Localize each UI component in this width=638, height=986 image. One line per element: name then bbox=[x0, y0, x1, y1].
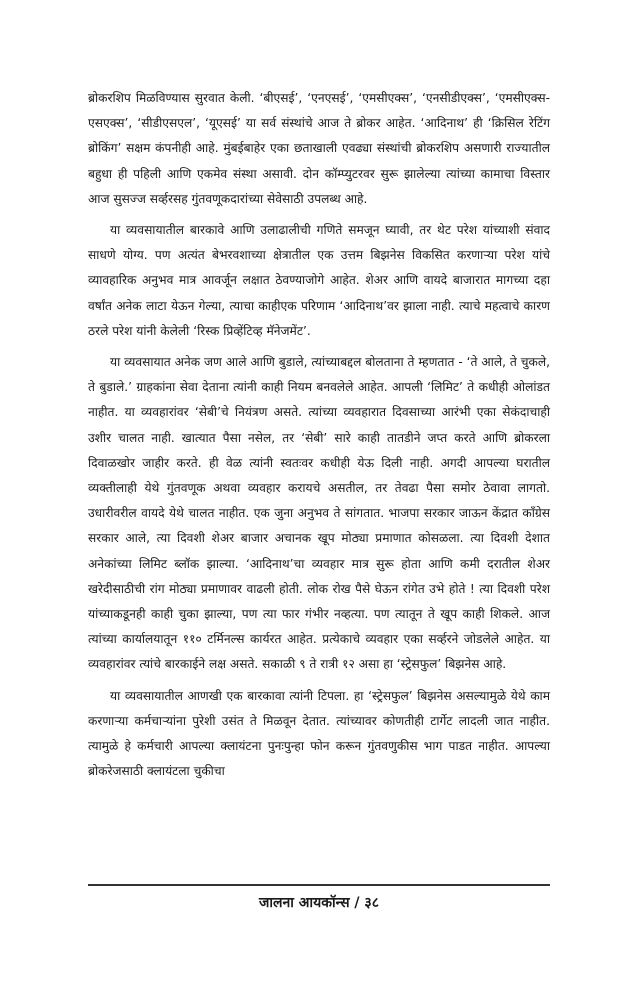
page-body bbox=[88, 86, 550, 790]
page-footer: जालना आयकॉन्स / ३८ bbox=[259, 895, 379, 911]
footer-divider bbox=[88, 884, 550, 886]
paragraph-3: या व्यवसायात अनेक जण आले आणि बुडाले, त्यांच्याबद्दल बोलताना ते म्हणतात - ‘ते आले, ते चुकले, ते बुडाले.’ ग्राहकांना सेवा देताना त्यांनी काही नियम बनवलेले आहेत. आपली ‘लिमिट’ ते कधीही ओलांडत नाहीत. या व्यवहारांवर ‘सेबी’चे नियंत्रण असते. त्यांच्या व्यवहारात दिवसाच्या आरंभी एका सेकंदाचाही उशीर चालत नाही. खात्यात पैसा नसेल, तर ‘सेबी’ सारे काही तातडीने जप्त करते आणि ब्रोकरला दिवाळखोर जाहीर करते. ही वेळ त्यांनी स्वतःवर कधीही येऊ दिली नाही. अगदी आपल्या घरातील व्यक्तीलाही येथे गुंतवणूक अथवा व्यवहार करायचे असतील, तर तेवढा पैसा समोर ठेवावा लागतो. उधारीवरील वायदे येथे चालत नाहीत. एक जुना अनुभव ते सांगतात. भाजपा सरकार जाऊन केंद्रात काँग्रेस सरकार आले, त्या दिवशी शेअर बाजार अचानक खूप मोठ्या प्रमाणात कोसळला. त्या दिवशी देशात अनेकांच्या लिमिट ब्लॉक झाल्या. ‘आदिनाथ’चा व्यवहार मात्र सुरू होता आणि कमी दरातील शेअर खरेदीसाठीची रांग मोठ्या प्रमाणावर वाढली होती. लोक रोख पैसे घेऊन रांगेत उभे होते ! त्या दिवशी परेश यांच्याकडूनही काही चुका झाल्या, पण त्या फार गंभीर नव्हत्या. पण त्यातून ते खूप काही शिकले. आज त्यांच्या कार्यालयातून ११० टर्मिनल्स कार्यरत आहेत. प्रत्येकाचे व्यवहार एका सर्व्हरने जोडलेले आहेत. या व्यवहारांवर त्यांचे बारकाईने लक्ष असते. सकाळी ९ ते रात्री १२ असा हा ‘स्ट्रेसफुल’ बिझनेस आहे. bbox=[88, 355, 550, 672]
paragraph-2: या व्यवसायातील बारकावे आणि उलाढालीची गणिते समजून घ्यावी, तर थेट परेश यांच्याशी संवाद साधणे योग्य. पण अत्यंत बेभरवशाच्या क्षेत्रातील एक उत्तम बिझनेस विकसित करणाऱ्या परेश यांचे व्यावहारिक अनुभव मात्र आवर्जून लक्षात ठेवण्याजोगे आहेत. शेअर आणि वायदे बाजारात मागच्या दहा वर्षांत अनेक लाटा येऊन गेल्या, त्याचा काहीएक परिणाम ‘आदिनाथ’वर झाला नाही. त्याचे महत्वाचे कारण ठरले परेश यांनी केलेली ‘रिस्क प्रिव्हेंटिव्ह मॅनेजमेंट’. bbox=[88, 223, 550, 338]
paragraph-1: ब्रोकरशिप मिळविण्यास सुरवात केली. ‘बीएसई’, ‘एनएसई’, ‘एमसीएक्स’, ‘एनसीडीएक्स’, ‘एमसीएक्स-एसएक्स’, ‘सीडीएसएल’, ‘यूएसई’ या सर्व संस्थांचे आज ते ब्रोकर आहेत. ‘आदिनाथ’ ही ‘क्रिसिल रेटिंग ब्रोकिंग’ सक्षम कंपनीही आहे. मुंबईबाहेर एका छताखाली एवढ्या संस्थांची ब्रोकरशिप असणारी राज्यातील बहुधा ही पहिली आणि एकमेव संस्था असावी. दोन कॉम्प्युटरवर सुरू झालेल्या त्यांच्या कामाचा विस्तार आज सुसज्ज सर्व्हरसह गुंतवणूकदारांच्या सेवेसाठी उपलब्ध आहे. bbox=[88, 91, 550, 206]
paragraph-4: या व्यवसायातील आणखी एक बारकावा त्यांनी टिपला. हा ‘स्ट्रेसफुल’ बिझनेस असल्यामुळे येथे काम करणाऱ्या कर्मचाऱ्यांना पुरेशी उसंत ते मिळवून देतात. त्यांच्यावर कोणतीही टार्गेट लादली जात नाहीत. त्यामुळे हे कर्मचारी आपल्या क्लायंटना पुनःपुन्हा फोन करून गुंतवणुकीस भाग पाडत नाहीत. आपल्या ब्रोकरेजसाठी क्लायंटला चुकीचा bbox=[88, 688, 550, 779]
